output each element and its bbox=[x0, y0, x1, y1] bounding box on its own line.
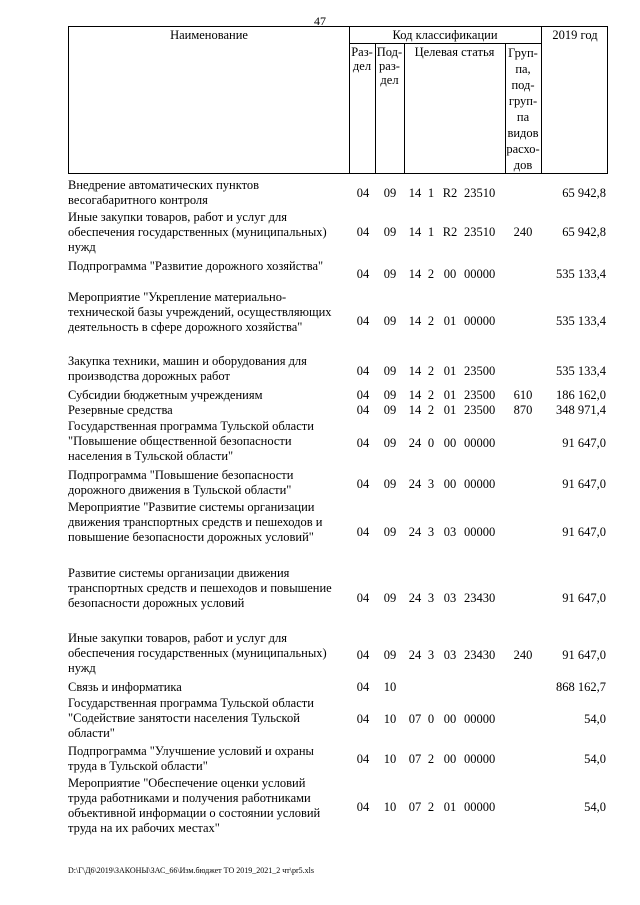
row-name: Подпрограмма "Улучшение условий и охраны труда в Тульской области" bbox=[68, 744, 314, 773]
row-sum: 868 162,7 bbox=[556, 680, 606, 694]
row-name: Внедрение автоматических пунктов весогабаритного контроля bbox=[68, 178, 260, 207]
row-podrazdel: 09 bbox=[383, 314, 397, 328]
row-razdel: 04 bbox=[356, 403, 370, 417]
row-subprogram: 0 bbox=[427, 712, 435, 726]
row-direction: 00000 bbox=[464, 267, 496, 281]
row-subprogram: 3 bbox=[427, 525, 435, 539]
row-direction: 00000 bbox=[464, 436, 496, 450]
row-direction: 23500 bbox=[464, 364, 496, 378]
row-razdel: 04 bbox=[356, 388, 370, 402]
row-program: 14 bbox=[408, 314, 422, 328]
row-podrazdel: 09 bbox=[383, 477, 397, 491]
row-direction: 23500 bbox=[464, 388, 496, 402]
row-sum: 91 647,0 bbox=[562, 648, 606, 662]
row-name: Развитие системы организации движения транспортных средств и пешеходов и повышение безопасности дорожных условий bbox=[68, 566, 332, 610]
row-podrazdel: 09 bbox=[383, 364, 397, 378]
row-name: Мероприятие "Обеспечение оценки условий труда работниками и получения работниками объективной информации о состоянии условий труда на их рабочих местах" bbox=[68, 776, 321, 835]
header-podrazdel: Под- раз- дел bbox=[376, 45, 403, 87]
row-subprogram: 2 bbox=[427, 403, 435, 417]
row-main-event: 01 bbox=[443, 403, 457, 417]
row-sum: 91 647,0 bbox=[562, 477, 606, 491]
row-direction: 23500 bbox=[464, 403, 496, 417]
row-sum: 54,0 bbox=[584, 752, 606, 766]
row-razdel: 04 bbox=[356, 800, 370, 814]
row-main-event: 00 bbox=[443, 436, 457, 450]
row-main-event: 03 bbox=[443, 525, 457, 539]
row-sum: 65 942,8 bbox=[562, 186, 606, 200]
row-direction: 00000 bbox=[464, 712, 496, 726]
row-sum: 91 647,0 bbox=[562, 436, 606, 450]
row-direction: 23510 bbox=[464, 186, 496, 200]
row-sum: 535 133,4 bbox=[556, 364, 606, 378]
header-target: Целевая статья bbox=[414, 45, 495, 59]
row-subprogram: 3 bbox=[427, 591, 435, 605]
row-direction: 00000 bbox=[464, 752, 496, 766]
row-main-event: 03 bbox=[443, 648, 457, 662]
row-program: 24 bbox=[408, 648, 422, 662]
row-podrazdel: 10 bbox=[383, 712, 397, 726]
row-podrazdel: 09 bbox=[383, 267, 397, 281]
row-razdel: 04 bbox=[356, 525, 370, 539]
row-main-event: 00 bbox=[443, 712, 457, 726]
row-main-event: 00 bbox=[443, 267, 457, 281]
row-direction: 23510 bbox=[464, 225, 496, 239]
row-razdel: 04 bbox=[356, 648, 370, 662]
row-name: Закупка техники, машин и оборудования для производства дорожных работ bbox=[68, 354, 307, 383]
row-main-event: 01 bbox=[443, 800, 457, 814]
file-path-footer: D:\Г\Д6\2019\ЗАКОНЫ\ЗАС_66\Изм.бюджет ТО 2019_2021_2 чт\pr5.xls bbox=[68, 866, 314, 875]
row-name: Иные закупки товаров, работ и услуг для обеспечения государственных (муниципальных) нужд bbox=[68, 210, 327, 254]
row-razdel: 04 bbox=[356, 712, 370, 726]
row-main-event: R2 bbox=[442, 225, 458, 239]
row-name: Иные закупки товаров, работ и услуг для обеспечения государственных (муниципальных) нужд bbox=[68, 631, 327, 675]
row-vid: 240 bbox=[513, 648, 533, 662]
row-razdel: 04 bbox=[356, 752, 370, 766]
row-sum: 91 647,0 bbox=[562, 591, 606, 605]
row-podrazdel: 10 bbox=[383, 800, 397, 814]
row-razdel: 04 bbox=[356, 267, 370, 281]
row-name: Субсидии бюджетным учреждениям bbox=[68, 388, 263, 402]
row-main-event: 01 bbox=[443, 388, 457, 402]
row-name: Мероприятие "Развитие системы организации движения транспортных средств и пешеходов и повышение безопасности дорожных условий" bbox=[68, 500, 323, 544]
row-main-event: 01 bbox=[443, 364, 457, 378]
row-direction: 23430 bbox=[464, 648, 496, 662]
row-direction: 23430 bbox=[464, 591, 496, 605]
row-main-event: R2 bbox=[442, 186, 458, 200]
row-sum: 348 971,4 bbox=[556, 403, 606, 417]
row-subprogram: 3 bbox=[427, 648, 435, 662]
row-sum: 535 133,4 bbox=[556, 267, 606, 281]
row-podrazdel: 09 bbox=[383, 436, 397, 450]
row-podrazdel: 10 bbox=[383, 752, 397, 766]
row-razdel: 04 bbox=[356, 591, 370, 605]
row-razdel: 04 bbox=[356, 225, 370, 239]
row-podrazdel: 09 bbox=[383, 186, 397, 200]
header-razdel: Раз- дел bbox=[351, 45, 373, 73]
header-year: 2019 год bbox=[552, 28, 598, 42]
row-direction: 00000 bbox=[464, 477, 496, 491]
row-subprogram: 1 bbox=[427, 225, 435, 239]
page-number: 47 bbox=[314, 14, 326, 28]
header-name: Наименование bbox=[170, 28, 248, 42]
row-vid: 240 bbox=[513, 225, 533, 239]
row-sum: 65 942,8 bbox=[562, 225, 606, 239]
row-program: 14 bbox=[408, 364, 422, 378]
row-direction: 00000 bbox=[464, 525, 496, 539]
row-razdel: 04 bbox=[356, 186, 370, 200]
row-subprogram: 2 bbox=[427, 388, 435, 402]
row-subprogram: 2 bbox=[427, 364, 435, 378]
row-direction: 00000 bbox=[464, 800, 496, 814]
row-program: 24 bbox=[408, 436, 422, 450]
row-program: 14 bbox=[408, 403, 422, 417]
row-razdel: 04 bbox=[356, 477, 370, 491]
row-podrazdel: 09 bbox=[383, 388, 397, 402]
row-subprogram: 2 bbox=[427, 267, 435, 281]
row-podrazdel: 09 bbox=[383, 403, 397, 417]
row-program: 07 bbox=[408, 712, 422, 726]
row-subprogram: 0 bbox=[427, 436, 435, 450]
row-subprogram: 2 bbox=[427, 314, 435, 328]
row-subprogram: 2 bbox=[427, 752, 435, 766]
row-name: Подпрограмма "Повышение безопасности дорожного движения в Тульской области" bbox=[68, 468, 294, 497]
row-vid: 870 bbox=[513, 403, 533, 417]
row-podrazdel: 09 bbox=[383, 591, 397, 605]
row-program: 24 bbox=[408, 477, 422, 491]
row-main-event: 00 bbox=[443, 752, 457, 766]
row-sum: 91 647,0 bbox=[562, 525, 606, 539]
row-subprogram: 3 bbox=[427, 477, 435, 491]
row-program: 24 bbox=[408, 525, 422, 539]
row-sum: 535 133,4 bbox=[556, 314, 606, 328]
row-sum: 54,0 bbox=[584, 712, 606, 726]
row-vid: 610 bbox=[513, 388, 533, 402]
row-razdel: 04 bbox=[356, 364, 370, 378]
table-header bbox=[68, 26, 608, 174]
row-program: 14 bbox=[408, 267, 422, 281]
row-razdel: 04 bbox=[356, 436, 370, 450]
row-name: Государственная программа Тульской области "Содействие занятости населения Тульской области" bbox=[68, 696, 314, 740]
row-name: Резервные средства bbox=[68, 403, 173, 417]
row-razdel: 04 bbox=[356, 680, 370, 694]
row-podrazdel: 09 bbox=[383, 525, 397, 539]
row-subprogram: 2 bbox=[427, 800, 435, 814]
row-name: Государственная программа Тульской области "Повышение общественной безопасности населения в Тульской области" bbox=[68, 419, 314, 463]
row-sum: 186 162,0 bbox=[556, 388, 606, 402]
header-vid: Груп- па, под- груп- па видов расхо- дов bbox=[506, 46, 540, 172]
row-subprogram: 1 bbox=[427, 186, 435, 200]
row-name: Мероприятие "Укрепление материально- технической базы учреждений, осуществляющих деятельность в сфере дорожного хозяйства" bbox=[68, 290, 332, 334]
header-code-group: Код классификации bbox=[392, 28, 498, 42]
row-program: 14 bbox=[408, 186, 422, 200]
row-podrazdel: 09 bbox=[383, 225, 397, 239]
row-main-event: 00 bbox=[443, 477, 457, 491]
row-name: Связь и информатика bbox=[68, 680, 182, 694]
row-program: 14 bbox=[408, 388, 422, 402]
row-program: 07 bbox=[408, 800, 422, 814]
row-podrazdel: 09 bbox=[383, 648, 397, 662]
row-program: 07 bbox=[408, 752, 422, 766]
row-sum: 54,0 bbox=[584, 800, 606, 814]
row-direction: 00000 bbox=[464, 314, 496, 328]
row-program: 24 bbox=[408, 591, 422, 605]
row-razdel: 04 bbox=[356, 314, 370, 328]
row-podrazdel: 10 bbox=[383, 680, 397, 694]
row-program: 14 bbox=[408, 225, 422, 239]
row-main-event: 03 bbox=[443, 591, 457, 605]
row-main-event: 01 bbox=[443, 314, 457, 328]
row-name: Подпрограмма "Развитие дорожного хозяйства" bbox=[68, 259, 324, 273]
